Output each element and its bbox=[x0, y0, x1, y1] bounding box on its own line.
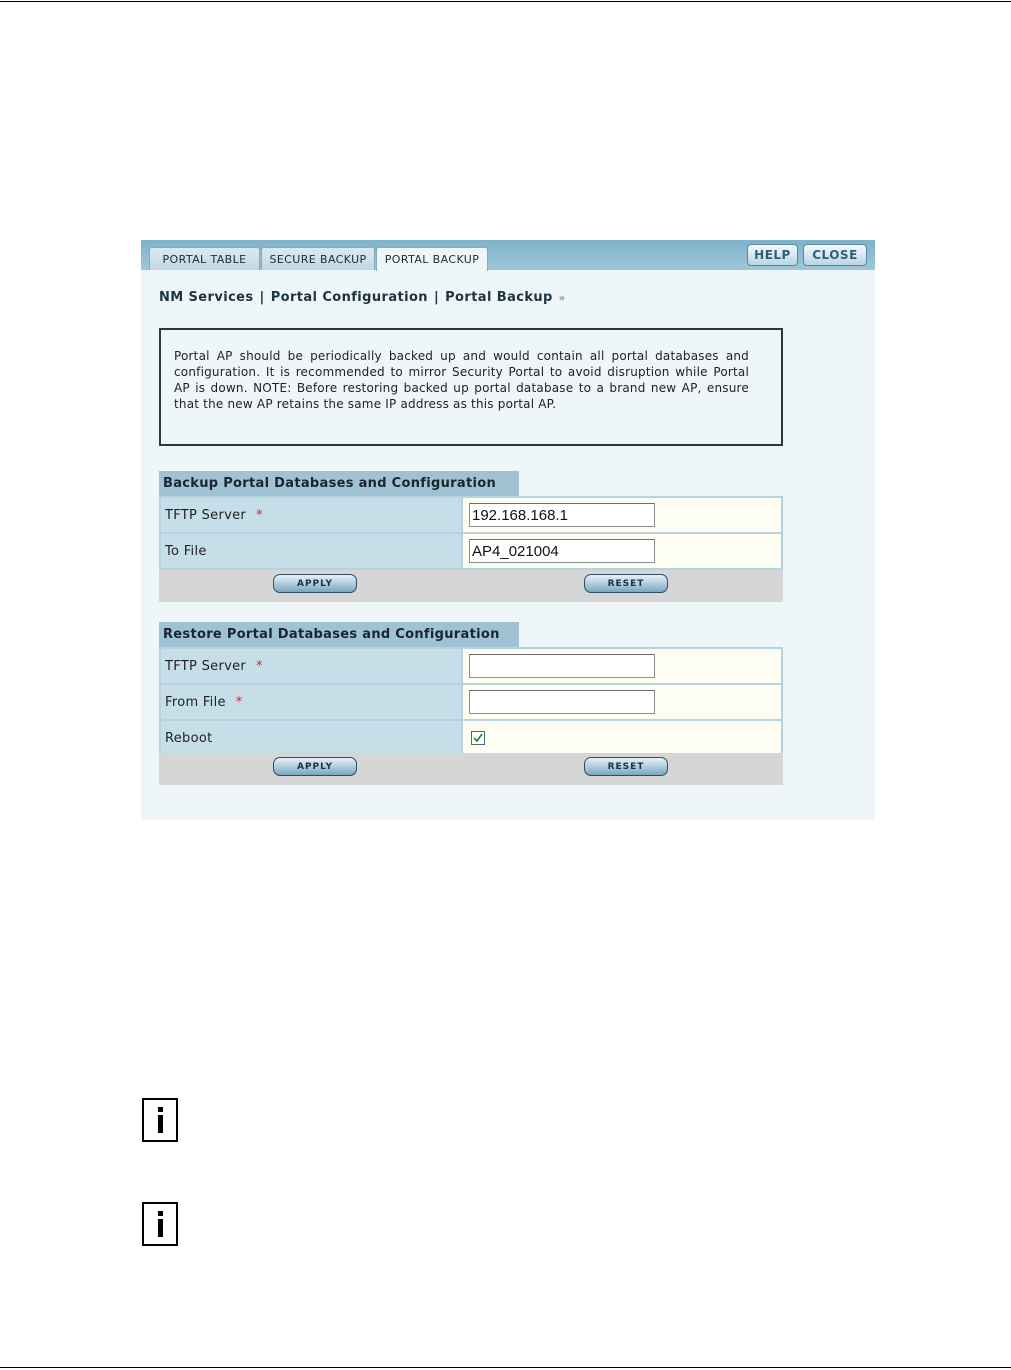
info-icon-dot bbox=[158, 1211, 163, 1216]
backup-form bbox=[159, 496, 783, 570]
restore-reboot-label: Reboot bbox=[161, 721, 463, 755]
restore-file-label-text: From File bbox=[165, 694, 226, 710]
restore-tftp-server-input[interactable] bbox=[469, 654, 655, 678]
restore-section-title: Restore Portal Databases and Configuration bbox=[159, 622, 519, 647]
restore-tftp-label-text: TFTP Server bbox=[165, 658, 247, 674]
breadcrumb-item-portal-backup: Portal Backup bbox=[445, 290, 553, 305]
breadcrumb-item-nm-services[interactable]: NM Services bbox=[159, 290, 254, 305]
page-top-rule bbox=[0, 1, 1011, 2]
info-icon-bar bbox=[158, 1219, 163, 1237]
backup-file-cell bbox=[463, 534, 781, 568]
required-marker: * bbox=[256, 507, 263, 523]
close-button[interactable]: CLOSE bbox=[803, 244, 867, 266]
reboot-checkbox[interactable] bbox=[471, 731, 485, 745]
help-button[interactable]: HELP bbox=[747, 244, 798, 266]
restore-file-label bbox=[161, 685, 463, 719]
backup-apply-button[interactable]: APPLY bbox=[273, 574, 357, 593]
restore-button-bar bbox=[159, 753, 783, 785]
backup-tftp-server-input[interactable] bbox=[469, 503, 655, 527]
info-icon bbox=[142, 1202, 178, 1246]
double-chevron-icon: » bbox=[558, 293, 566, 304]
restore-tftp-cell bbox=[463, 649, 781, 683]
tab-secure-backup[interactable]: SECURE BACKUP bbox=[261, 247, 375, 270]
backup-reset-button[interactable]: RESET bbox=[584, 574, 668, 593]
restore-form bbox=[159, 647, 783, 757]
breadcrumb bbox=[159, 290, 566, 305]
page-bottom-rule bbox=[0, 1367, 1011, 1368]
restore-tftp-label bbox=[161, 649, 463, 683]
backup-button-bar bbox=[159, 570, 783, 602]
backup-file-row bbox=[161, 534, 781, 568]
info-icon bbox=[142, 1098, 178, 1142]
tab-bar bbox=[141, 240, 875, 270]
tab-portal-backup[interactable]: PORTAL BACKUP bbox=[376, 247, 488, 271]
breadcrumb-separator: | bbox=[433, 290, 440, 305]
info-icon-bar bbox=[158, 1115, 163, 1133]
portal-backup-window bbox=[141, 240, 875, 820]
backup-file-label: To File bbox=[161, 534, 463, 568]
info-icon-dot bbox=[158, 1107, 163, 1112]
tab-portal-table[interactable]: PORTAL TABLE bbox=[149, 247, 260, 270]
required-marker: * bbox=[235, 694, 243, 710]
breadcrumb-item-portal-configuration[interactable]: Portal Configuration bbox=[270, 290, 428, 305]
breadcrumb-separator: | bbox=[259, 290, 265, 305]
restore-file-cell bbox=[463, 685, 781, 719]
backup-tftp-label-text: TFTP Server bbox=[165, 507, 247, 523]
restore-reset-button[interactable]: RESET bbox=[584, 757, 668, 776]
check-icon bbox=[473, 733, 483, 743]
restore-from-file-input[interactable] bbox=[469, 690, 655, 714]
restore-reboot-cell bbox=[463, 721, 781, 755]
required-marker: * bbox=[256, 658, 263, 674]
info-box: Portal AP should be periodically backed up and would contain all portal databases and configuration. It is recommended to mirror Security Portal to avoid disruption while Portal AP is down. NOTE: Before restoring backed up portal database to a brand new AP, ensure that the new AP retains the same IP address as this portal AP. bbox=[159, 328, 783, 446]
restore-file-row bbox=[161, 685, 781, 721]
restore-tftp-row bbox=[161, 649, 781, 685]
backup-section-title: Backup Portal Databases and Configuration bbox=[159, 471, 519, 496]
backup-tftp-row bbox=[161, 498, 781, 534]
restore-apply-button[interactable]: APPLY bbox=[273, 757, 357, 776]
backup-tftp-label bbox=[161, 498, 463, 532]
restore-reboot-row bbox=[161, 721, 781, 755]
backup-to-file-input[interactable] bbox=[469, 539, 655, 563]
backup-tftp-cell bbox=[463, 498, 781, 532]
